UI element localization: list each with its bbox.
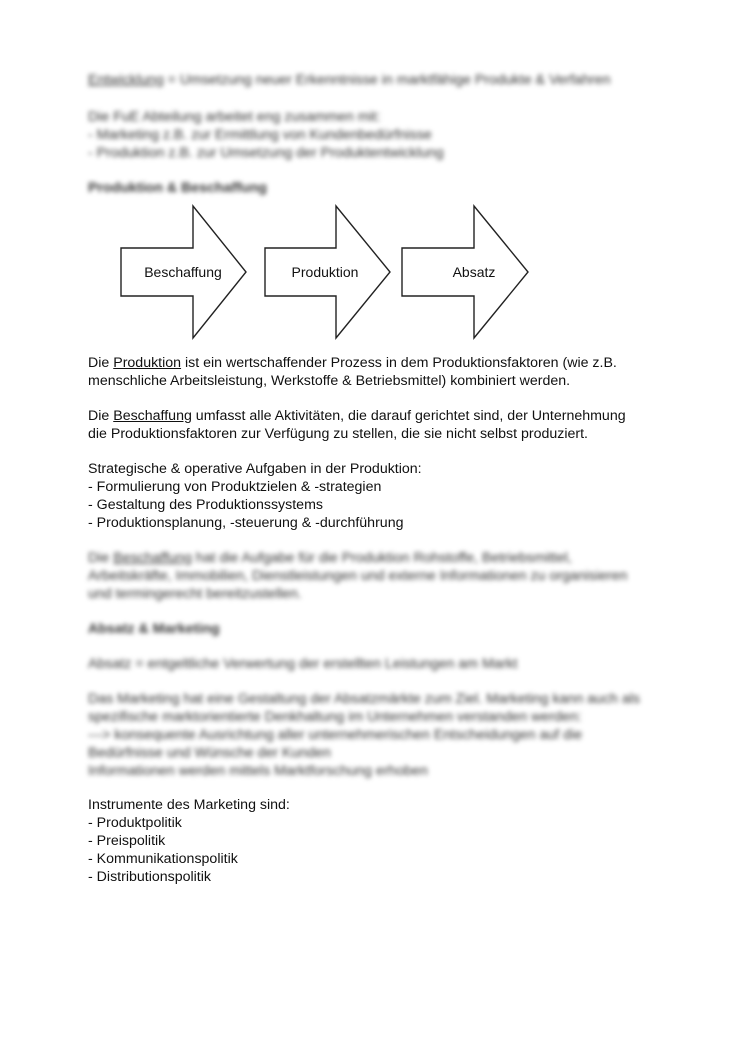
beschaffung-aufgabe-line3: und termingerecht bereitzustellen. [88,586,302,602]
process-arrow-diagram [0,0,750,360]
instrumente-item: - Produktpolitik [88,815,182,831]
beschaffung-aufgabe-text: hat die Aufgabe für die Produktion Rohstoffe, Betriebsmittel, [191,550,572,566]
beschaffung-prefix: Die [88,408,114,424]
fue-item-marketing: - Marketing z.B. zur Ermittlung von Kundenbedürfnisse [88,127,432,143]
aufgaben-item: - Gestaltung des Produktionssystems [88,497,323,513]
beschaffung-aufgabe-term: Beschaffung [113,550,192,566]
marketing-paragraph-line4: Bedürfnisse und Wünsche der Kunden [88,745,331,761]
instrumente-item: - Distributionspolitik [88,869,211,885]
produktion-definition: ist ein wertschaffender Prozess in dem Produktionsfaktoren (wie z.B. [181,355,617,371]
entwicklung-term: Entwicklung [88,72,164,88]
marketing-paragraph-line2: spezifische marktorientierte Denkhaltung im Unternehmen verstanden werden: [88,709,582,725]
marketing-paragraph-line1: Das Marketing hat eine Gestaltung der Absatzmärkte zum Ziel. Marketing kann auch als [88,691,641,707]
heading-produktion-beschaffung: Produktion & Beschaffung [88,180,267,196]
arrow-absatz [402,206,528,338]
fue-item-produktion: - Produktion z.B. zur Umsetzung der Produktentwicklung [88,145,444,161]
produktion-paragraph-line2: menschliche Arbeitsleistung, Werkstoffe & Betriebsmittel) kombiniert werden. [88,373,571,389]
arrow-label-absatz: Absatz [452,264,496,280]
arrow-produktion [265,206,390,338]
aufgaben-title: Strategische & operative Aufgaben in der Produktion: [88,461,422,477]
beschaffung-aufgabe-prefix: Die [88,550,114,566]
beschaffung-aufgabe-line2: Arbeitskräfte, Immobilien, Dienstleistungen und externe Informationen zu organisieren [88,568,628,584]
entwicklung-definition-text: = Umsetzung neuer Erkenntnisse in marktfähige Produkte & Verfahren [163,72,611,88]
aufgaben-item: - Formulierung von Produktzielen & -strategien [88,479,382,495]
absatz-definition: Absatz = entgeltliche Verwertung der erstellten Leistungen am Markt [88,656,518,672]
beschaffung-term: Beschaffung [113,408,192,424]
produktion-prefix: Die [88,355,114,371]
heading-absatz-marketing: Absatz & Marketing [88,621,220,637]
instrumente-title: Instrumente des Marketing sind: [88,797,290,813]
instrumente-item: - Preispolitik [88,833,166,849]
arrow-label-beschaffung: Beschaffung [144,264,222,280]
beschaffung-definition: umfasst alle Aktivitäten, die darauf gerichtet sind, der Unternehmung [191,408,626,424]
instrumente-item: - Kommunikationspolitik [88,851,238,867]
beschaffung-paragraph-line1 [88,407,626,425]
beschaffung-paragraph-line2: die Produktionsfaktoren zur Verfügung zu stellen, die sie nicht selbst produziert. [88,426,588,442]
marketing-paragraph-line5: Informationen werden mittels Marktforschung erhoben [88,763,428,779]
arrow-label-produktion: Produktion [291,264,359,280]
aufgaben-item: - Produktionsplanung, -steuerung & -durchführung [88,515,404,531]
produktion-term: Produktion [113,355,182,371]
produktion-paragraph-line1 [88,354,617,372]
fue-intro: Die FuE Abteilung arbeitet eng zusammen mit: [88,109,381,125]
marketing-paragraph-line3: ---> konsequente Ausrichtung aller unternehmerischen Entscheidungen auf die [88,727,583,743]
arrow-beschaffung [121,206,246,338]
beschaffung-aufgabe-line1 [88,549,572,567]
